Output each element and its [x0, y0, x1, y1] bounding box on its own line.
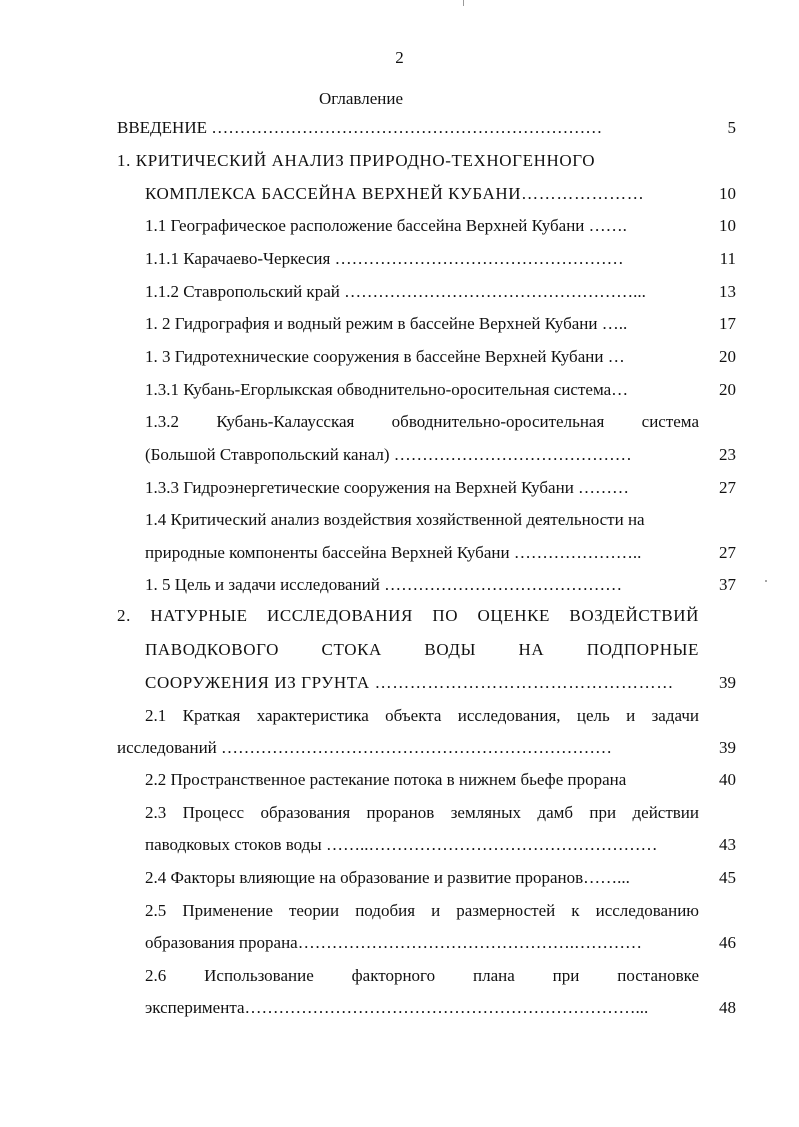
toc-entry-text: эксперимента……………………………………………………………...	[145, 998, 649, 1017]
scan-speck	[765, 580, 767, 582]
toc-entry-text: 1. 3 Гидротехнические сооружения в бассейне Верхней Кубани …	[145, 347, 625, 366]
toc-entry-text: исследований ……………………………………………………………	[117, 738, 613, 757]
toc-entry-page: 20	[719, 380, 736, 399]
toc-entry-page: 43	[719, 835, 736, 854]
toc-entry-text: 2. НАТУРНЫЕ ИССЛЕДОВАНИЯ ПО ОЦЕНКЕ ВОЗДЕЙСТВИЙ	[117, 606, 699, 625]
toc-entry-text: ПАВОДКОВОГО СТОКА ВОДЫ НА ПОДПОРНЫЕ	[145, 640, 699, 659]
toc-entry-page: 27	[719, 543, 736, 562]
page-number: 2	[395, 48, 404, 67]
toc-entry-text: 1.1.2 Ставропольский край ……………………………………………...	[145, 282, 646, 301]
toc-entry-page: 40	[719, 770, 736, 789]
toc-entry-page: 27	[719, 478, 736, 497]
toc-entry-page: 10	[719, 184, 736, 203]
toc-entry-page: 5	[727, 118, 736, 137]
toc-entry-page: 37	[719, 575, 736, 594]
toc-entry-text: 1.3.1 Кубань-Егорлыкская обводнительно-оросительная система…	[145, 380, 629, 399]
toc-entry-text: природные компоненты бассейна Верхней Кубани …………………..	[145, 543, 642, 562]
toc-entry-page: 45	[719, 868, 736, 887]
toc-entry-text: 1. КРИТИЧЕСКИЙ АНАЛИЗ ПРИРОДНО-ТЕХНОГЕННОГО	[117, 151, 596, 170]
toc-entry-text: 1.3.3 Гидроэнергетические сооружения на Верхней Кубани ………	[145, 478, 630, 497]
toc-entry-text: СООРУЖЕНИЯ ИЗ ГРУНТА ……………………………………………	[145, 673, 674, 692]
toc-entry-text: 1.4 Критический анализ воздействия хозяйственной деятельности на	[145, 510, 645, 529]
toc-entry-page: 17	[719, 314, 736, 333]
toc-entry-page: 23	[719, 445, 736, 464]
toc-entry-text: (Большой Ставропольский канал) ……………………………………	[145, 445, 632, 464]
toc-entry-text: 1.1 Географическое расположение бассейна Верхней Кубани …….	[145, 216, 627, 235]
toc-entry-text: 1. 2 Гидрография и водный режим в бассейне Верхней Кубани …..	[145, 314, 628, 333]
toc-entry-page: 20	[719, 347, 736, 366]
scan-mark	[463, 0, 464, 6]
toc-entry-text: 2.4 Факторы влияющие на образование и развитие проранов……...	[145, 868, 630, 887]
toc-title: Оглавление	[319, 89, 403, 108]
toc-entry-text: 1.3.2 Кубань-Калаусская обводнительно-оросительная система	[145, 412, 699, 431]
toc-entry-page: 46	[719, 933, 736, 952]
toc-entry-text: 2.3 Процесс образования проранов земляных дамб при действии	[145, 803, 699, 822]
toc-entry-text: ВВЕДЕНИЕ ……………………………………………………………	[117, 118, 603, 137]
toc-entry-text: 2.2 Пространственное растекание потока в нижнем бьефе прорана	[145, 770, 627, 789]
toc-entry-text: 1.1.1 Карачаево-Черкесия ……………………………………………	[145, 249, 624, 268]
toc-entry-text: паводковых стоков воды ……..……………………………………………	[145, 835, 658, 854]
toc-entry-page: 11	[719, 249, 736, 268]
toc-entry-text: 1. 5 Цель и задачи исследований ……………………………………	[145, 575, 623, 594]
toc-entry-page: 39	[719, 673, 736, 692]
toc-entry-text: КОМПЛЕКСА БАССЕЙНА ВЕРХНЕЙ КУБАНИ…………………	[145, 184, 645, 203]
toc-entry-text: 2.5 Применение теории подобия и размерностей к исследованию	[145, 901, 699, 920]
toc-entry-page: 39	[719, 738, 736, 757]
toc-entry-page: 13	[719, 282, 736, 301]
toc-entry-text: образования прорана………………………………………….…………	[145, 933, 642, 952]
toc-entry-text: 2.6 Использование факторного плана при постановке	[145, 966, 699, 985]
toc-entry-text: 2.1 Краткая характеристика объекта исследования, цель и задачи	[145, 706, 699, 725]
toc-entry-page: 10	[719, 216, 736, 235]
toc-entry-page: 48	[719, 998, 736, 1017]
